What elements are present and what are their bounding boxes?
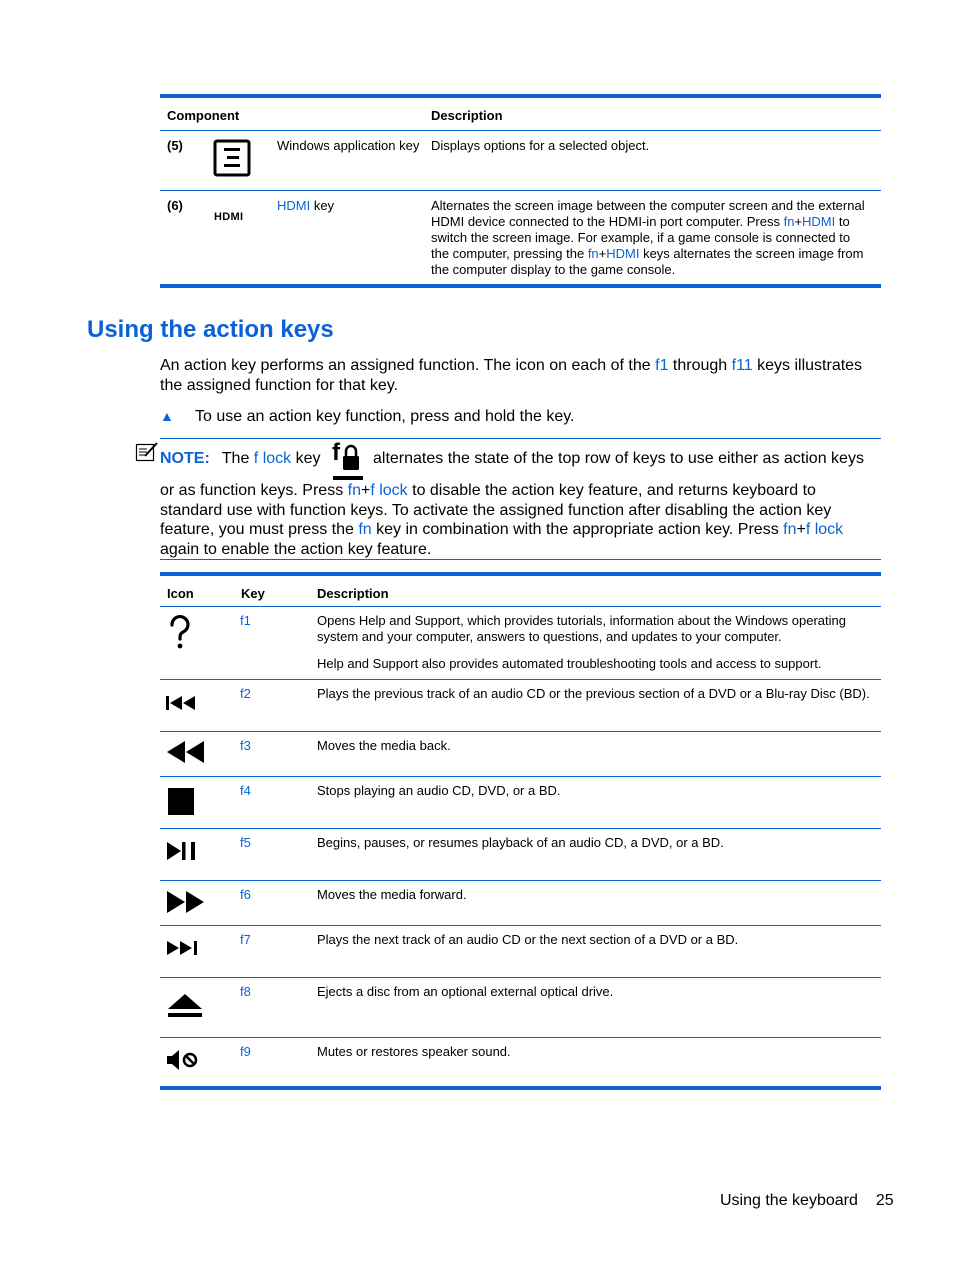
triangle-bullet-icon: ▲ — [160, 408, 174, 424]
note-top-rule — [160, 438, 881, 439]
table-row — [160, 829, 881, 881]
row-number: (5) — [167, 138, 183, 153]
intro-paragraph: An action key performs an assigned function. The icon on each of the f1 through f11 keys illustrates the assigned function for that key. — [160, 357, 863, 394]
fn-link[interactable]: fn — [587, 246, 599, 261]
table-header-row — [160, 98, 881, 130]
next-track-icon — [166, 940, 200, 956]
f11-link[interactable]: f11 — [731, 357, 753, 374]
component-description: Alternates the screen image between the computer screen and the external HDMI device connected to the HDMI-in port computer. Press fn+HDMI to switch the screen image. For example, if a game console is connected to the computer, pressing the fn+HDMI keys alternates the screen image from the computer display to the game console. — [431, 198, 865, 277]
component-name: HDMI key — [277, 198, 335, 213]
table-row — [160, 881, 881, 926]
fn-link[interactable]: fn — [358, 521, 372, 538]
table-bottom-rule — [160, 284, 881, 288]
note-bottom-rule — [160, 559, 881, 560]
mute-icon — [166, 1048, 202, 1072]
component-table — [160, 94, 881, 288]
bullet-item — [160, 406, 575, 427]
table-row — [160, 926, 881, 978]
header-component: Component — [167, 108, 240, 123]
key-description: Plays the next track of an audio CD or the next section of a DVD or a BD. — [317, 932, 739, 947]
table-header-row — [160, 576, 881, 606]
note-pencil-icon — [135, 441, 159, 463]
key-label[interactable]: f7 — [240, 932, 251, 947]
page-footer — [720, 1192, 894, 1210]
key-description: Begins, pauses, or resumes playback of an audio CD, a DVD, or a BD. — [317, 835, 724, 850]
key-label[interactable]: f6 — [240, 887, 251, 902]
key-description: Moves the media forward. — [317, 887, 467, 902]
hdmi-link[interactable]: HDMI — [606, 246, 640, 261]
action-key-table — [160, 572, 881, 1090]
eject-icon — [166, 992, 204, 1020]
table-bottom-rule — [160, 1086, 881, 1090]
hdmi-link[interactable]: HDMI — [277, 198, 311, 213]
hdmi-link[interactable]: HDMI — [802, 214, 836, 229]
f-lock-link[interactable]: f lock — [370, 482, 408, 499]
note-body: or as function keys. Press fn+f lock to disable the action key feature, and returns keyboard to standard use with function keys. To activate the assigned function after disabling the action key feature, you must press the fn key in combination with the appropriate action key. Press fn+f lock again to enable the action key feature. — [160, 482, 844, 558]
rewind-icon — [166, 741, 206, 763]
key-label[interactable]: f2 — [240, 686, 251, 701]
key-label[interactable]: f9 — [240, 1044, 251, 1059]
table-row — [160, 732, 881, 777]
key-label[interactable]: f8 — [240, 984, 251, 999]
fn-link[interactable]: fn — [783, 521, 797, 538]
table-row — [160, 131, 881, 190]
key-description: Stops playing an audio CD, DVD, or a BD. — [317, 783, 561, 798]
table-row — [160, 191, 881, 284]
header-description: Description — [317, 586, 389, 601]
key-label[interactable]: f4 — [240, 783, 251, 798]
table-row — [160, 680, 881, 732]
key-label[interactable]: f5 — [240, 835, 251, 850]
component-description: Displays options for a selected object. — [431, 138, 650, 153]
table-row — [160, 978, 881, 1038]
key-description: Moves the media back. — [317, 738, 451, 753]
header-key: Key — [241, 586, 265, 601]
hdmi-icon: HDMI — [214, 211, 244, 223]
key-description: Plays the previous track of an audio CD or the previous section of a DVD or a Blu-ray Disc (BD). — [317, 686, 870, 701]
f-lock-link[interactable]: f lock — [253, 450, 292, 467]
fast-forward-icon — [166, 891, 206, 913]
note-first-line: NOTE: The f lock key — [160, 450, 321, 467]
key-description: Ejects a disc from an optional external optical drive. — [317, 984, 614, 999]
play-pause-icon — [166, 841, 200, 861]
header-icon: Icon — [167, 586, 194, 601]
windows-application-key-icon — [213, 139, 251, 177]
key-description: Mutes or restores speaker sound. — [317, 1044, 511, 1059]
table-row — [160, 777, 881, 829]
fn-link[interactable]: fn — [783, 214, 795, 229]
key-description: Opens Help and Support, which provides tutorials, information about the Windows operating system and your computer, answers to questions, and updates to your computer. Help and Support also provides automated troubleshooting tools and access to support. — [317, 613, 846, 671]
bullet-text: To use an action key function, press and hold the key. — [195, 408, 575, 425]
f-lock-key-icon — [331, 438, 365, 482]
key-label[interactable]: f3 — [240, 738, 251, 753]
header-description: Description — [431, 108, 503, 123]
f-lock-link[interactable]: f lock — [805, 521, 844, 538]
note-label: NOTE: — [160, 450, 210, 467]
component-name: Windows application key — [277, 138, 420, 153]
previous-track-icon — [166, 694, 200, 712]
f1-link[interactable]: f1 — [655, 357, 669, 374]
section-heading: Using the action keys — [87, 316, 334, 343]
help-question-icon — [166, 615, 194, 651]
stop-icon — [166, 786, 194, 816]
table-row — [160, 1038, 881, 1086]
table-row — [160, 607, 881, 680]
note-first-line-continued: alternates the state of the top row of keys to use either as action keys — [373, 450, 864, 467]
row-number: (6) — [167, 198, 183, 213]
key-label[interactable]: f1 — [240, 613, 251, 628]
fn-link[interactable]: fn — [347, 482, 361, 499]
svg-text:f: f — [332, 439, 340, 466]
footer-section-title: Using the keyboard — [720, 1192, 858, 1209]
page-number: 25 — [875, 1192, 894, 1209]
